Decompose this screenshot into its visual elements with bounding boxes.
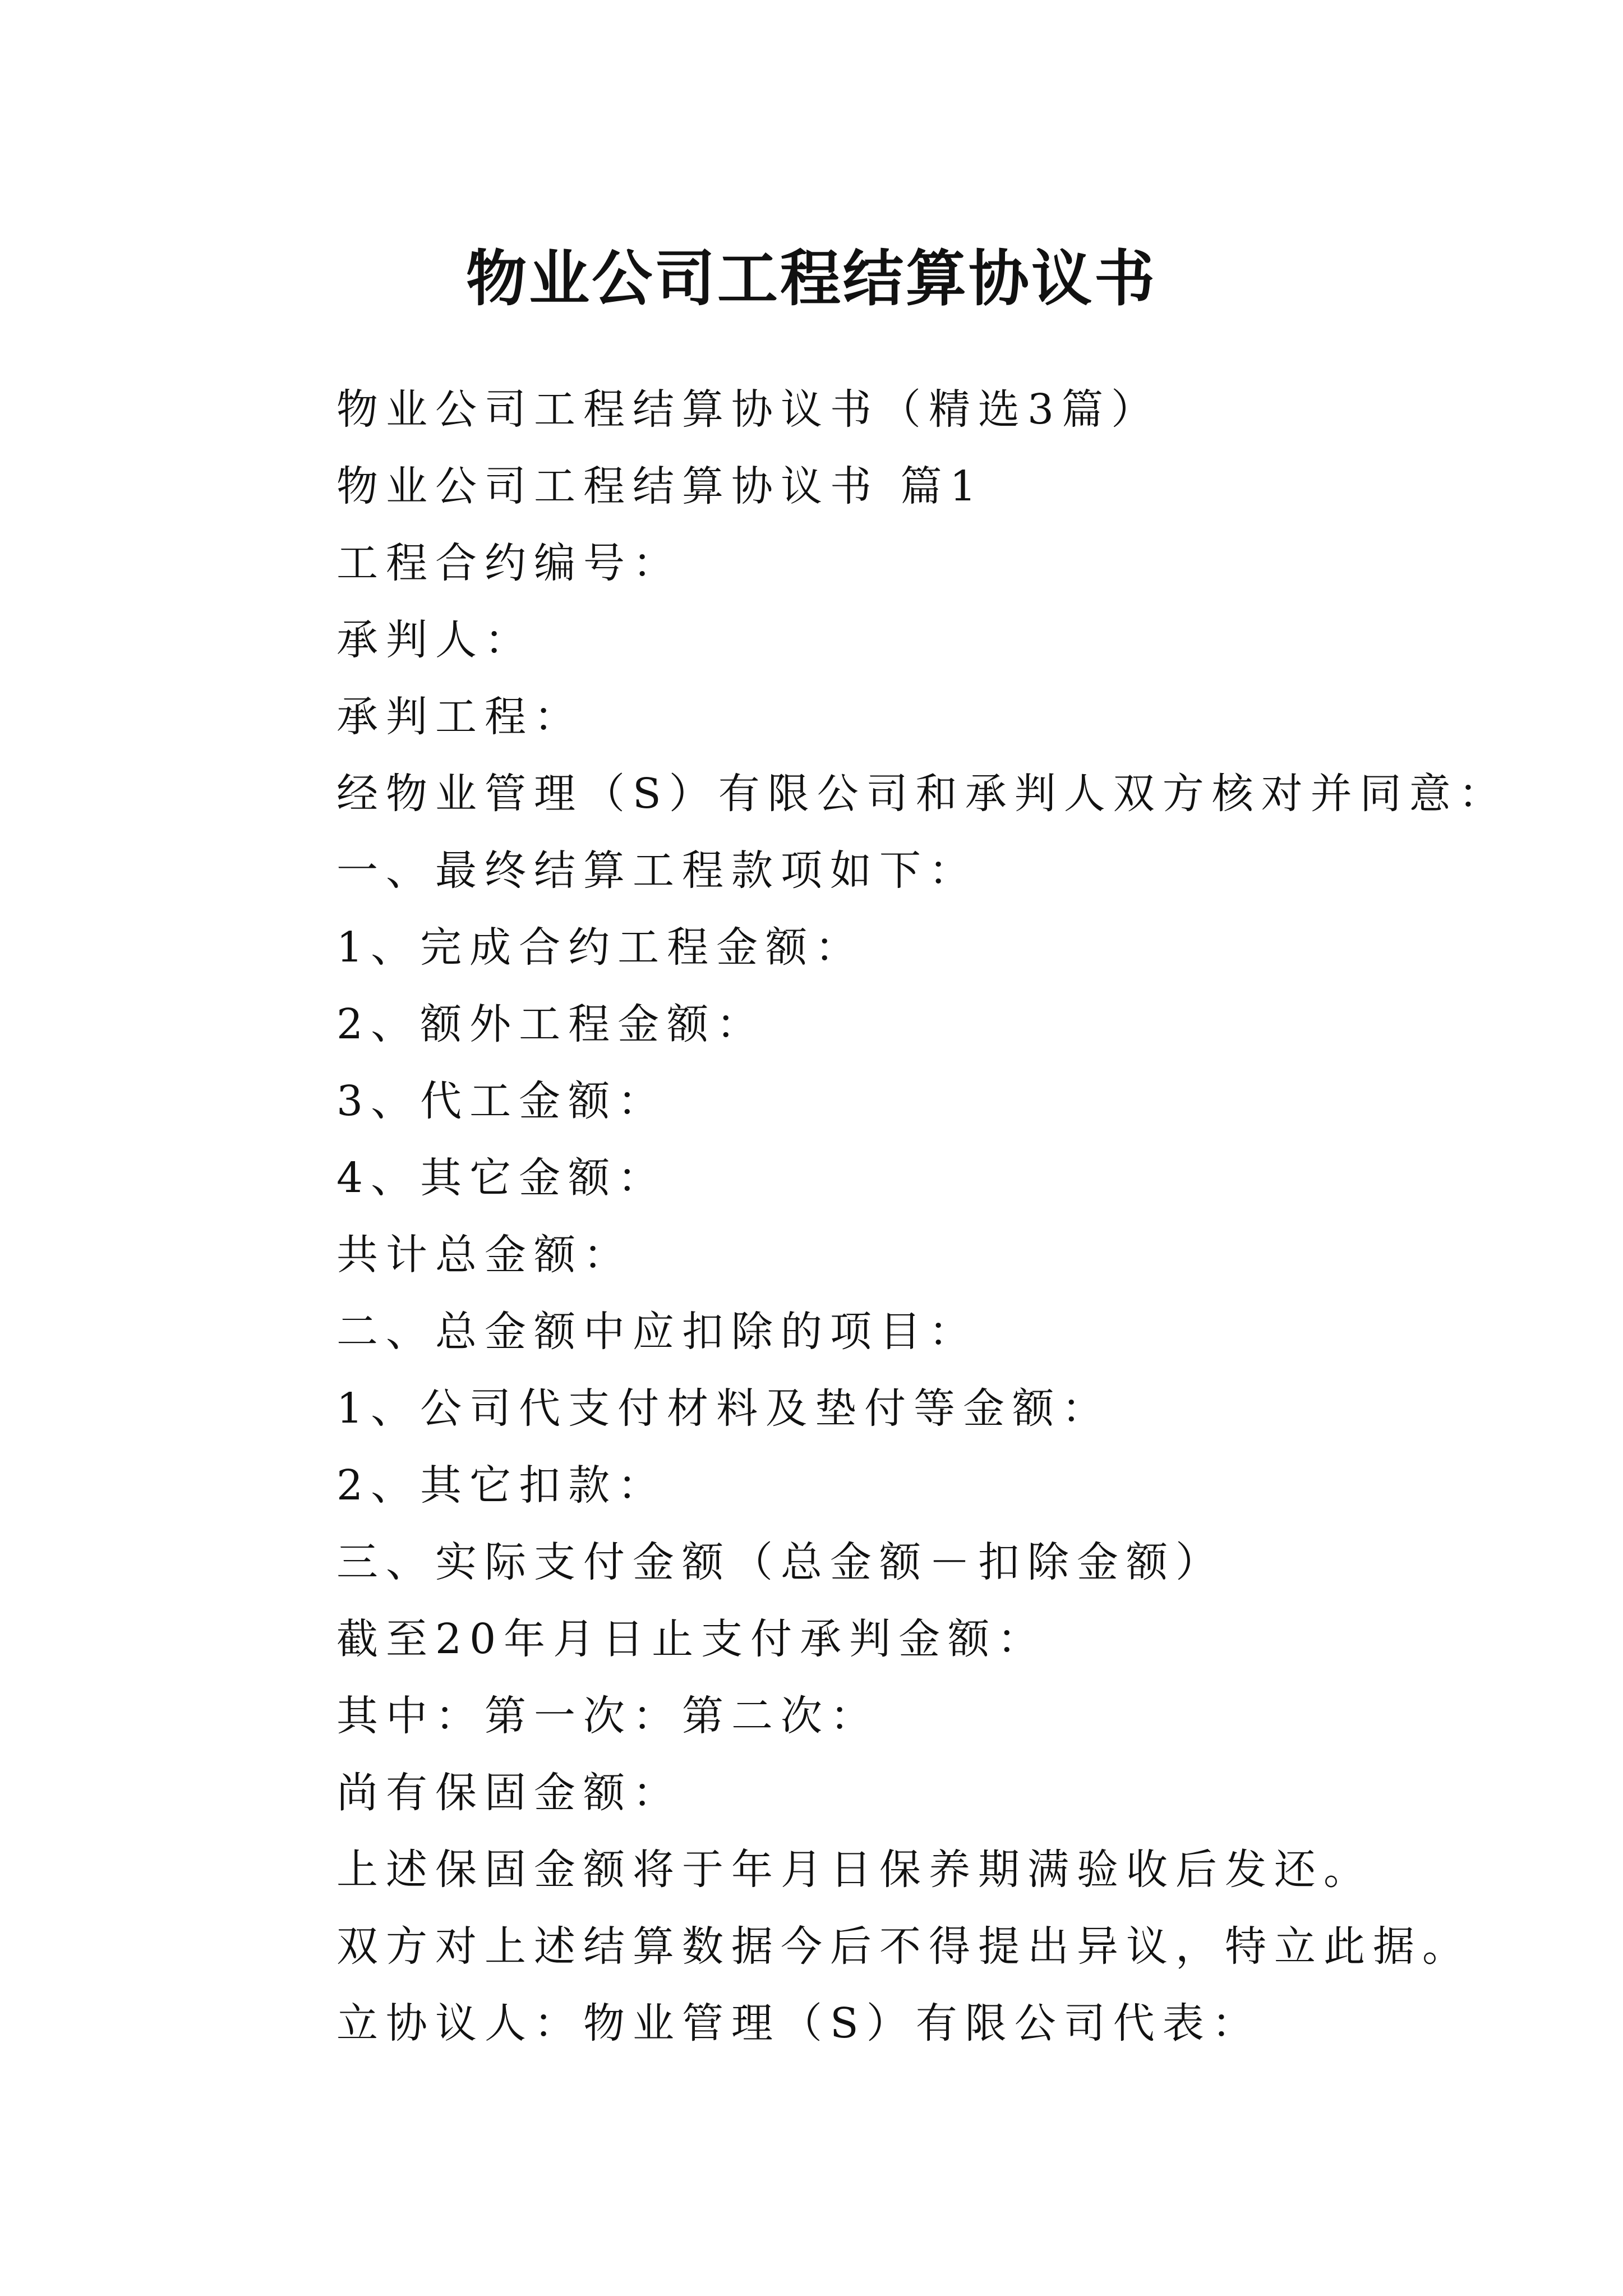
retention-amount-field: 尚有保固金额： xyxy=(336,1769,682,1817)
clause-heading-1: 一、最终结算工程款项如下： xyxy=(336,846,978,895)
installments-field: 其中：第一次：第二次： xyxy=(336,1692,879,1740)
list-item: 1、公司代支付材料及垫付等金额： xyxy=(336,1384,1112,1433)
clause-heading-2: 二、总金额中应扣除的项目： xyxy=(336,1308,978,1356)
signatory-field: 立协议人：物业管理（S）有限公司代表： xyxy=(336,1999,1261,2047)
total-amount-field: 共计总金额： xyxy=(336,1231,633,1279)
list-item: 1、完成合约工程金额： xyxy=(336,923,865,972)
subtitle-line: 物业公司工程结算协议书（精选3篇） xyxy=(336,385,1161,434)
list-item: 4、其它金额： xyxy=(336,1154,667,1202)
section-heading: 物业公司工程结算协议书 篇1 xyxy=(336,462,984,510)
list-item: 2、额外工程金额： xyxy=(336,1000,766,1048)
list-item: 2、其它扣款： xyxy=(336,1461,667,1510)
document-title: 物业公司工程结算协议书 xyxy=(465,243,1157,315)
list-item: 3、代工金额： xyxy=(336,1077,667,1125)
retention-release-statement: 上述保固金额将于年月日保养期满验收后发还。 xyxy=(336,1846,1373,1894)
agreement-statement: 经物业管理（S）有限公司和承判人双方核对并同意： xyxy=(336,770,1508,818)
project-field: 承判工程： xyxy=(336,693,583,741)
no-objection-statement: 双方对上述结算数据今后不得提出异议，特立此据。 xyxy=(336,1922,1472,1971)
contract-number-field: 工程合约编号： xyxy=(336,539,682,587)
clause-heading-3: 三、实际支付金额（总金额－扣除金额） xyxy=(336,1538,1225,1586)
document-body xyxy=(336,371,1623,2062)
paid-amount-field: 截至20年月日止支付承判金额： xyxy=(336,1615,1047,1663)
contractor-field: 承判人： xyxy=(336,616,534,664)
